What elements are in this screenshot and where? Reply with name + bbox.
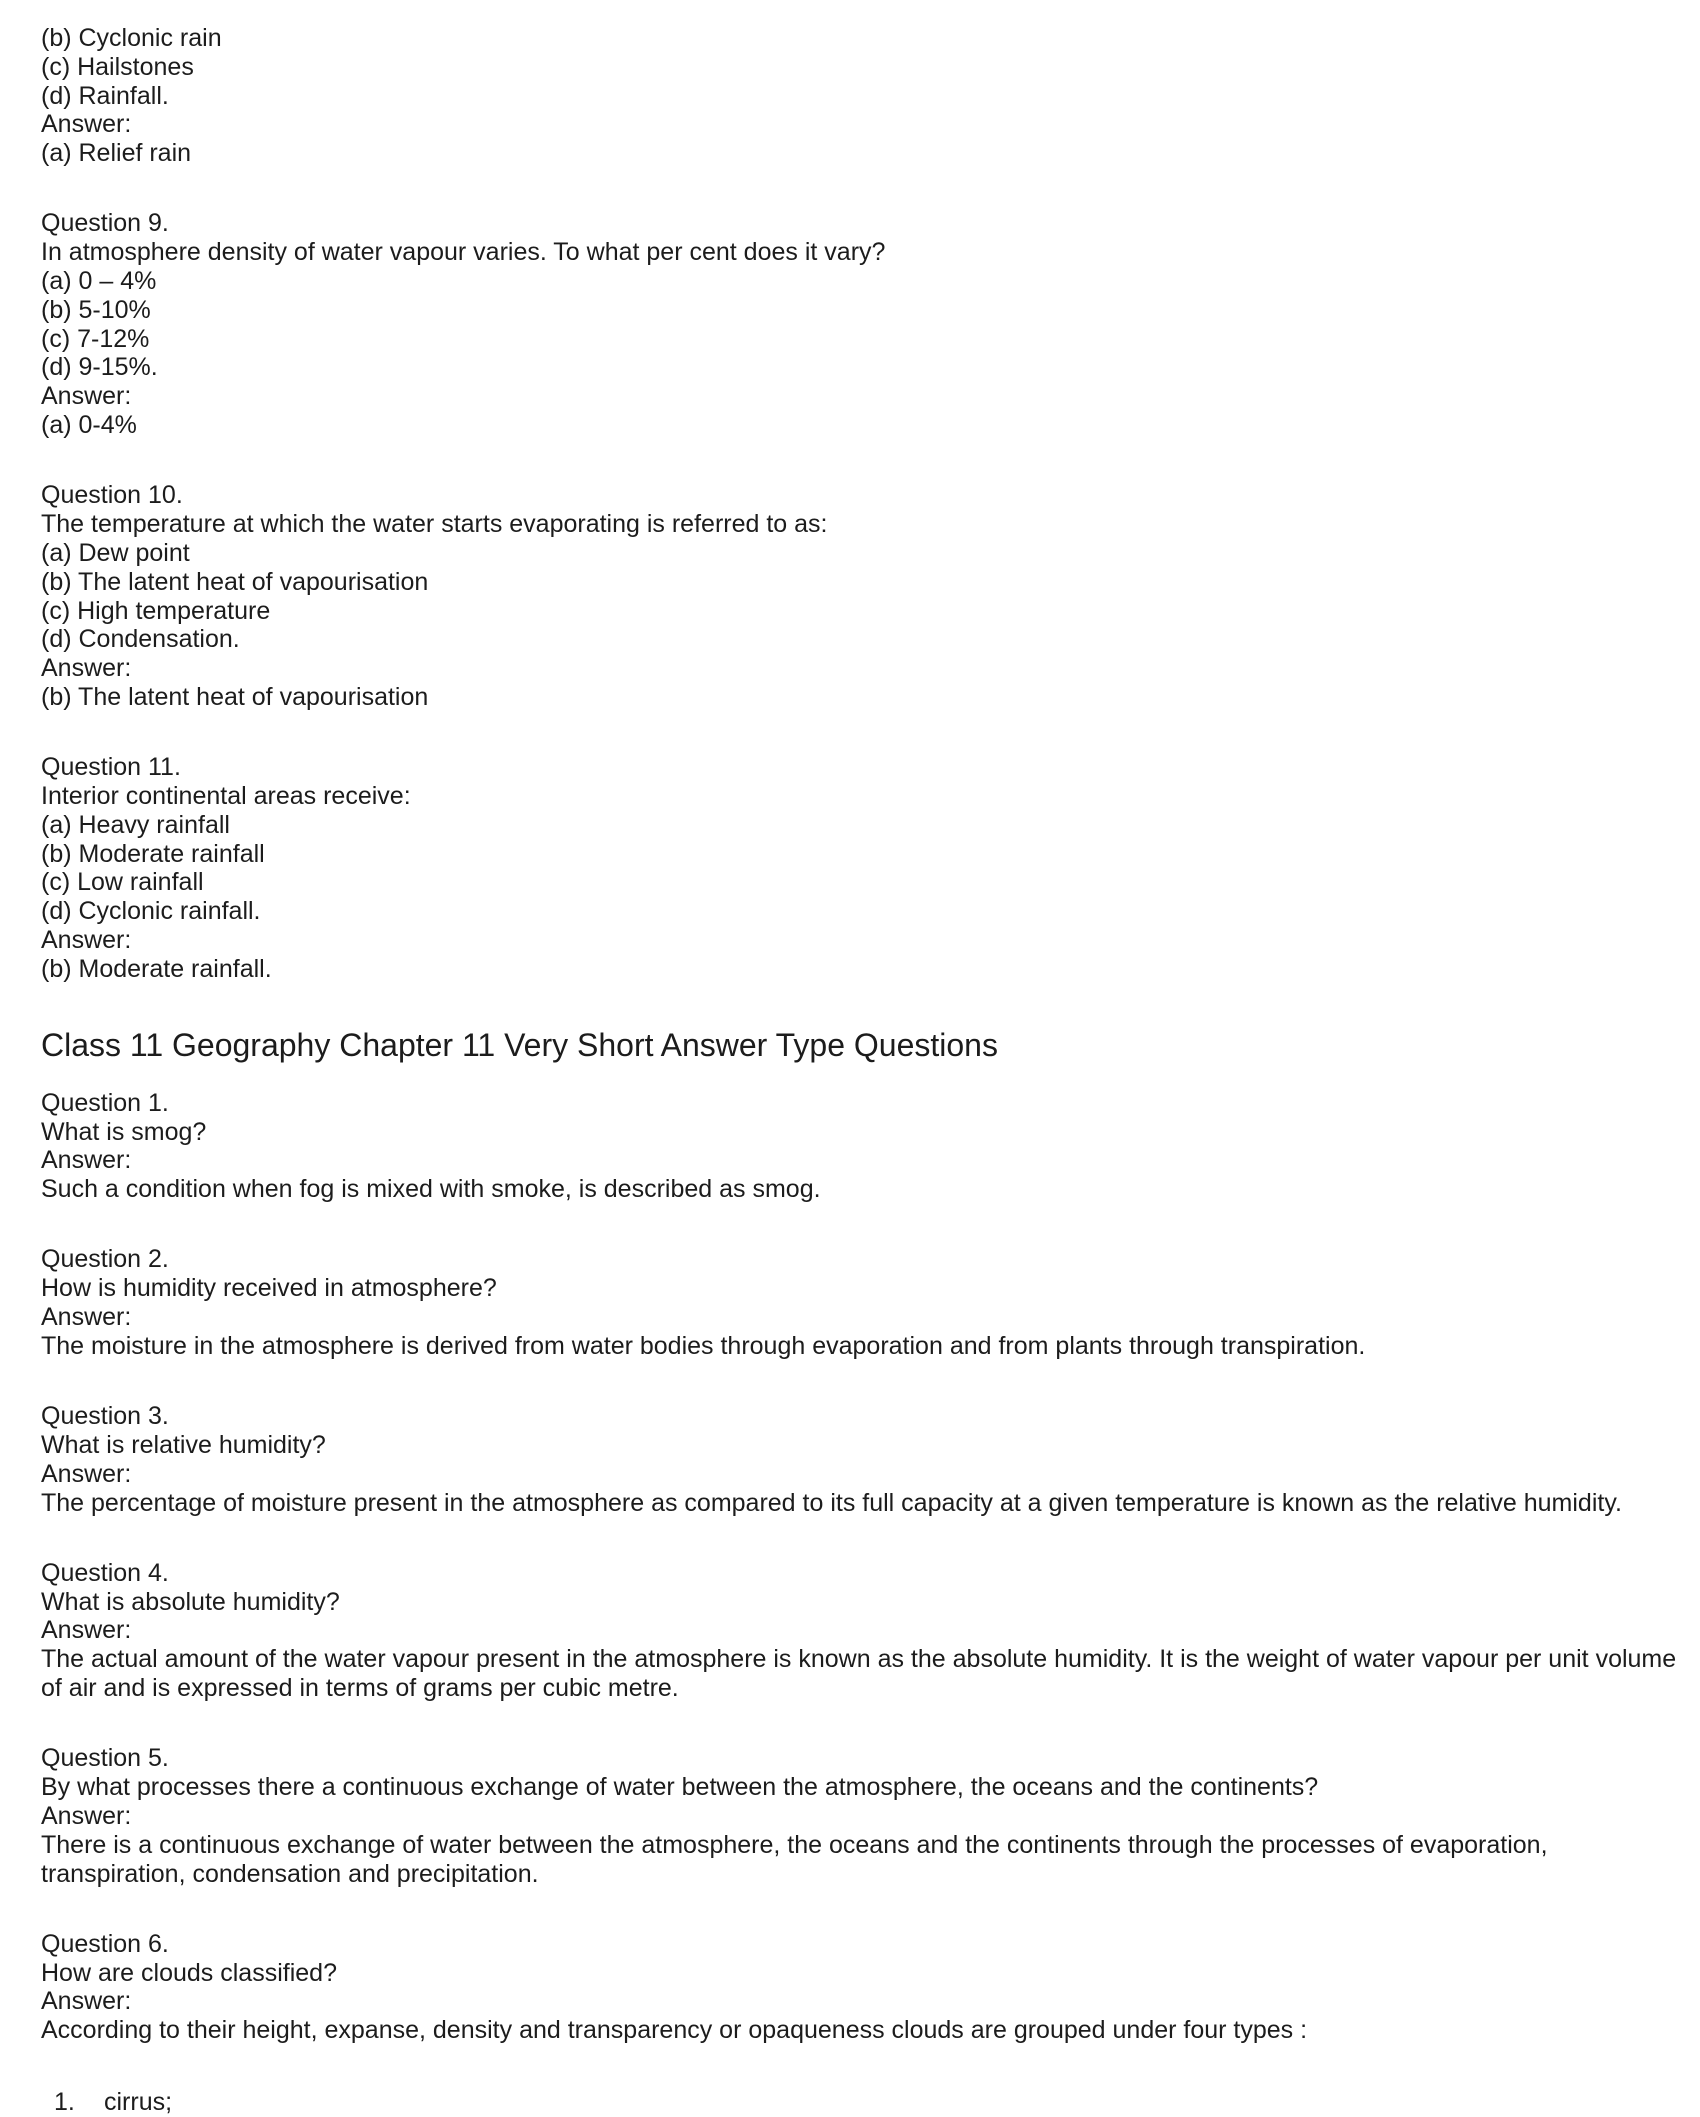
answer-text: (a) Relief rain [41,139,192,168]
option: (b) The latent heat of vapourisation [41,567,429,596]
option: (a) 0 – 4% [41,267,157,296]
question-title: Question 4. [41,1558,169,1587]
answer-label: Answer: [41,382,132,411]
option: (d) Rainfall. [41,81,169,110]
option: (d) Condensation. [41,625,240,654]
list-item-text: cirrus; [104,2088,173,2117]
list-item [41,2088,1681,2117]
question-text: Interior continental areas receive: [41,782,411,811]
answer-text: Such a condition when fog is mixed with smoke, is described as smog. [41,1175,821,1204]
short-question-6 [41,1930,1681,2045]
question-text: In atmosphere density of water vapour varies. To what per cent does it vary? [41,238,886,267]
answer-text: (b) Moderate rainfall. [41,954,272,983]
question-text: How is humidity received in atmosphere? [41,1274,497,1303]
option: (c) 7-12% [41,324,150,353]
answer-text: (a) 0-4% [41,411,137,440]
answer-text: According to their height, expanse, density and transparency or opaqueness clouds are grouped under four types : [41,2016,1308,2045]
cloud-types-list [41,2088,1681,2117]
question-title: Question 10. [41,481,183,510]
question-text: What is smog? [41,1117,207,1146]
answer-label: Answer: [41,654,132,683]
answer-text: The actual amount of the water vapour present in the atmosphere is known as the absolute humidity. It is the weight of water vapour per unit volume of air and is expressed in terms of grams per cubic metre. [41,1645,1677,1703]
short-question-5 [41,1744,1681,1888]
option: (c) Hailstones [41,52,194,81]
question-title: Question 9. [41,209,169,238]
question-text: What is absolute humidity? [41,1587,340,1616]
question-text: The temperature at which the water starts evaporating is referred to as: [41,510,828,539]
question-title: Question 1. [41,1088,169,1117]
question-title: Question 11. [41,753,181,782]
answer-text: The moisture in the atmosphere is derived from water bodies through evaporation and from plants through transpiration. [41,1331,1366,1360]
question-text: By what processes there a continuous exchange of water between the atmosphere, the oceans and the continents? [41,1773,1319,1802]
mcq-question-9 [41,209,1681,439]
section-heading: Class 11 Geography Chapter 11 Very Short Answer Type Questions [41,1027,998,1064]
question-text: What is relative humidity? [41,1430,326,1459]
answer-label: Answer: [41,1146,132,1175]
question-title: Question 3. [41,1402,169,1431]
answer-label: Answer: [41,1801,132,1830]
question-text: How are clouds classified? [41,1958,337,1987]
option: (d) Cyclonic rainfall. [41,897,261,926]
option: (d) 9-15%. [41,353,158,382]
short-question-4 [41,1559,1681,1703]
option: (b) Moderate rainfall [41,839,265,868]
mcq-question-10 [41,481,1681,711]
answer-label: Answer: [41,1987,132,2016]
question-title: Question 6. [41,1929,169,1958]
option: (a) Dew point [41,538,190,567]
answer-text: The percentage of moisture present in the atmosphere as compared to its full capacity at a given temperature is known as the relative humidity. [41,1488,1622,1517]
answer-label: Answer: [41,1616,132,1645]
question-8-fragment [41,24,1681,168]
option: (c) High temperature [41,596,271,625]
option: (b) Cyclonic rain [41,24,222,52]
answer-label: Answer: [41,1459,132,1488]
short-question-2 [41,1245,1681,1360]
answer-label: Answer: [41,926,132,955]
question-title: Question 2. [41,1245,169,1274]
list-number: 1. [54,2088,75,2117]
short-question-3 [41,1402,1681,1517]
question-title: Question 5. [41,1744,169,1773]
option: (b) 5-10% [41,295,151,324]
option: (c) Low rainfall [41,868,204,897]
option: (a) Heavy rainfall [41,810,230,839]
answer-label: Answer: [41,110,132,139]
short-question-1 [41,1089,1681,1204]
mcq-question-11 [41,753,1681,983]
answer-text: (b) The latent heat of vapourisation [41,682,429,711]
answer-label: Answer: [41,1303,132,1332]
answer-text: There is a continuous exchange of water between the atmosphere, the oceans and the continents through the processes of evaporation, transpiration, condensation and precipitation. [41,1830,1548,1888]
